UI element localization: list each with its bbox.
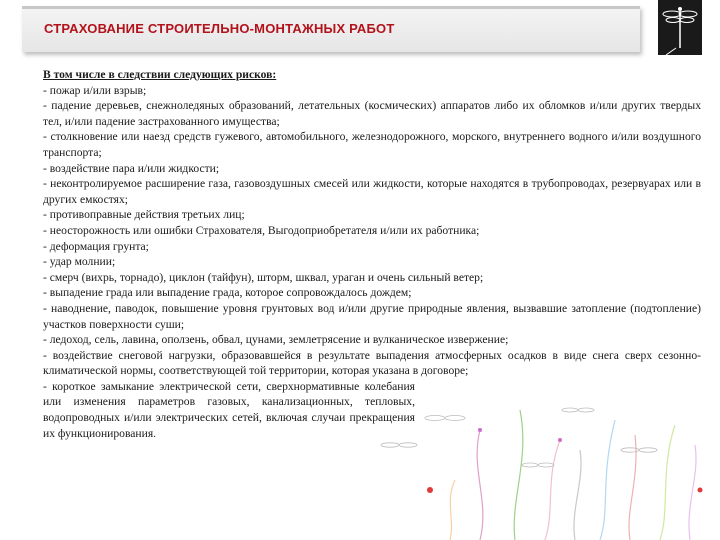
- risk-item: - воздействие снеговой нагрузки, образовавшейся в результате выпадения атмосферных осадков в виде снега сверх сезонно-климатической нормы, соответствующей той территории, которая указана в договоре;: [43, 348, 701, 378]
- logo: [658, 0, 702, 55]
- risk-item: - смерч (вихрь, торнадо), циклон (тайфун), шторм, шквал, ураган и очень сильный ветер;: [43, 270, 484, 284]
- header-accent-line: [22, 6, 640, 9]
- risk-item: - падение деревьев, снежноледяных образований, летательных (космических) аппаратов либо их обломков и/или других твердых тел, и/или падение застрахованного имущества;: [43, 99, 701, 128]
- risk-item: - противоправные действия третьих лиц;: [43, 208, 245, 222]
- page-title: СТРАХОВАНИЕ СТРОИТЕЛЬНО-МОНТАЖНЫХ РАБОТ: [44, 21, 395, 36]
- risk-list-intro: В том числе в следствии следующих рисков:: [43, 68, 277, 81]
- risk-item: - короткое замыкание электрической сети, сверхнормативные колебания или изменения параметров газовых, канализационных, тепловых, водопроводных и/или электрических сетей, включая случаи прекращения их функционирования.: [43, 379, 415, 440]
- risk-item: - неосторожность или ошибки Страхователя, Выгодоприобретателя и/или их работника;: [43, 223, 480, 237]
- risk-item: - наводнение, паводок, повышение уровня грунтовых вод и/или другие природные явления, вызвавшие затопление (подтопление) участков поверхности суши;: [43, 301, 701, 331]
- risk-item: - воздействие пара и/или жидкости;: [43, 161, 220, 175]
- risk-item: - ледоход, сель, лавина, оползень, обвал, цунами, землетрясение и вулканическое извержение;: [43, 333, 509, 347]
- risk-item: - пожар и/или взрыв;: [43, 83, 147, 97]
- risk-list: [43, 67, 701, 441]
- risk-item: - деформация грунта;: [43, 239, 149, 253]
- risk-item: - неконтролируемое расширение газа, газовоздушных смесей или жидкости, которые находятся в трубопроводах, резервуарах или в других емкостях;: [43, 177, 701, 206]
- header-bar: [22, 6, 640, 52]
- dragonfly-icon: [658, 0, 702, 55]
- risk-item: - удар молнии;: [43, 255, 116, 269]
- risk-item: - выпадение града или выпадение града, которое сопровождалось дождем;: [43, 286, 412, 300]
- risk-item: - столкновение или наезд средств гужевого, автомобильного, железнодорожного, морского, внутреннего водного и/или воздушного транспорта;: [43, 130, 701, 159]
